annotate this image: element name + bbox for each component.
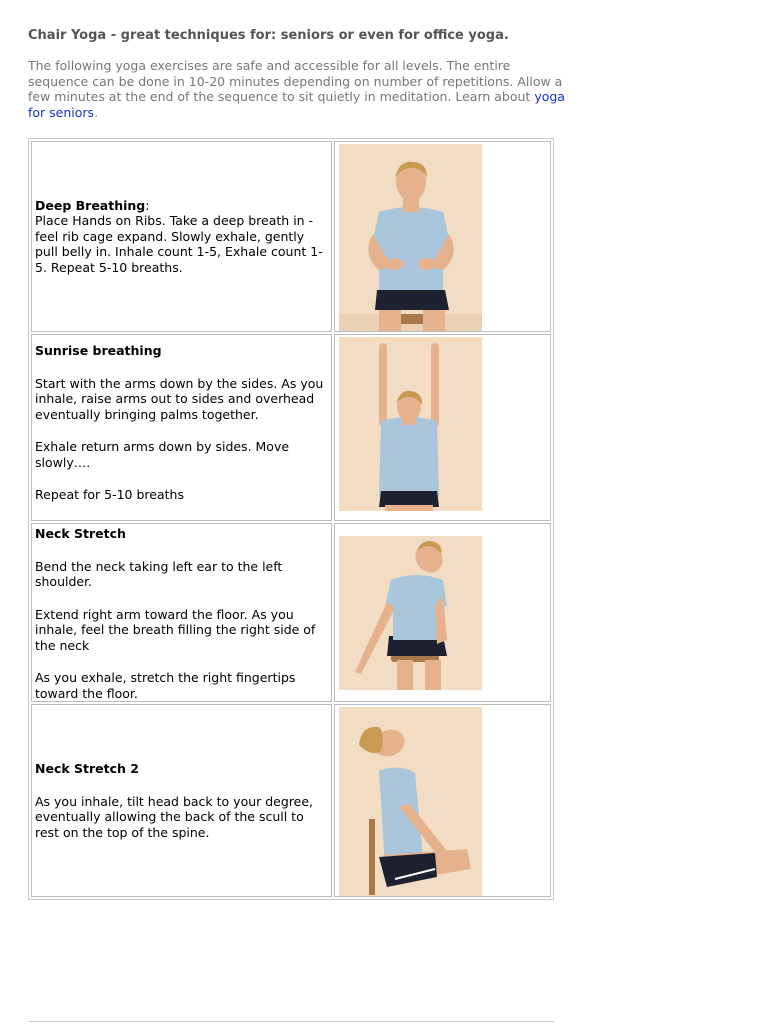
- intro-end: .: [94, 104, 99, 120]
- exercise-row: [31, 334, 551, 521]
- exercise-title-suffix: :: [145, 197, 150, 213]
- exercise-text-cell: [31, 704, 332, 897]
- intro-paragraph: [28, 58, 568, 120]
- intro-text: The following yoga exercises are safe and accessible for all levels. The entire sequence can be done in 10-20 minutes depending on number of repetitions. Allow a few minutes at the end of the sequence to sit quietly in meditation. Learn about: [28, 58, 563, 104]
- exercise-title: Sunrise breathing: [35, 343, 162, 358]
- exercise-instructions: Repeat for 5-10 breaths: [35, 487, 184, 502]
- yoga-for-seniors-link[interactable]: yoga for seniors: [28, 89, 565, 120]
- exercise-text-cell: [31, 141, 332, 332]
- page-title: Chair Yoga - great techniques for: seniors or even for office yoga.: [28, 28, 509, 43]
- exercise-instructions: Bend the neck taking left ear to the left shoulder.: [35, 558, 283, 589]
- footer-divider: [28, 1021, 554, 1022]
- exercise-title: Deep Breathing: [35, 197, 146, 213]
- exercise-image-cell: [334, 334, 551, 521]
- exercise-image-cell: [334, 523, 551, 702]
- exercise-instructions: Extend right arm toward the floor. As you inhale, feel the breath filling the right side of the neck: [35, 606, 316, 653]
- exercise-instructions: Exhale return arms down by sides. Move slowly….: [35, 439, 290, 470]
- exercise-instructions: Place Hands on Ribs. Take a deep breath in - feel rib cage expand. Slowly exhale, gently pull belly in. Inhale count 1-5, Exhale count 1-5. Repeat 5-10 breaths.: [35, 213, 323, 275]
- exercise-photo-neck-stretch: [339, 536, 482, 690]
- exercise-text-cell: [31, 334, 332, 521]
- exercise-title: Neck Stretch 2: [35, 761, 139, 776]
- exercise-instructions: As you exhale, stretch the right fingertips toward the floor.: [35, 670, 296, 701]
- exercise-row: [31, 523, 551, 702]
- exercise-table: [28, 138, 554, 900]
- exercise-title: Neck Stretch: [35, 526, 126, 541]
- exercise-image-cell: [334, 704, 551, 897]
- exercise-instructions: Start with the arms down by the sides. As you inhale, raise arms out to sides and overhead eventually bringing palms together.: [35, 375, 324, 422]
- exercise-instructions: As you inhale, tilt head back to your degree, eventually allowing the back of the scull to rest on the top of the spine.: [35, 793, 314, 840]
- exercise-photo-deep-breathing: [339, 144, 482, 331]
- exercise-text-cell: [31, 523, 332, 702]
- exercise-row: [31, 704, 551, 897]
- exercise-photo-neck-stretch-2: [339, 707, 482, 896]
- exercise-photo-sunrise-breathing: [339, 337, 482, 511]
- exercise-row: [31, 141, 551, 332]
- exercise-image-cell: [334, 141, 551, 332]
